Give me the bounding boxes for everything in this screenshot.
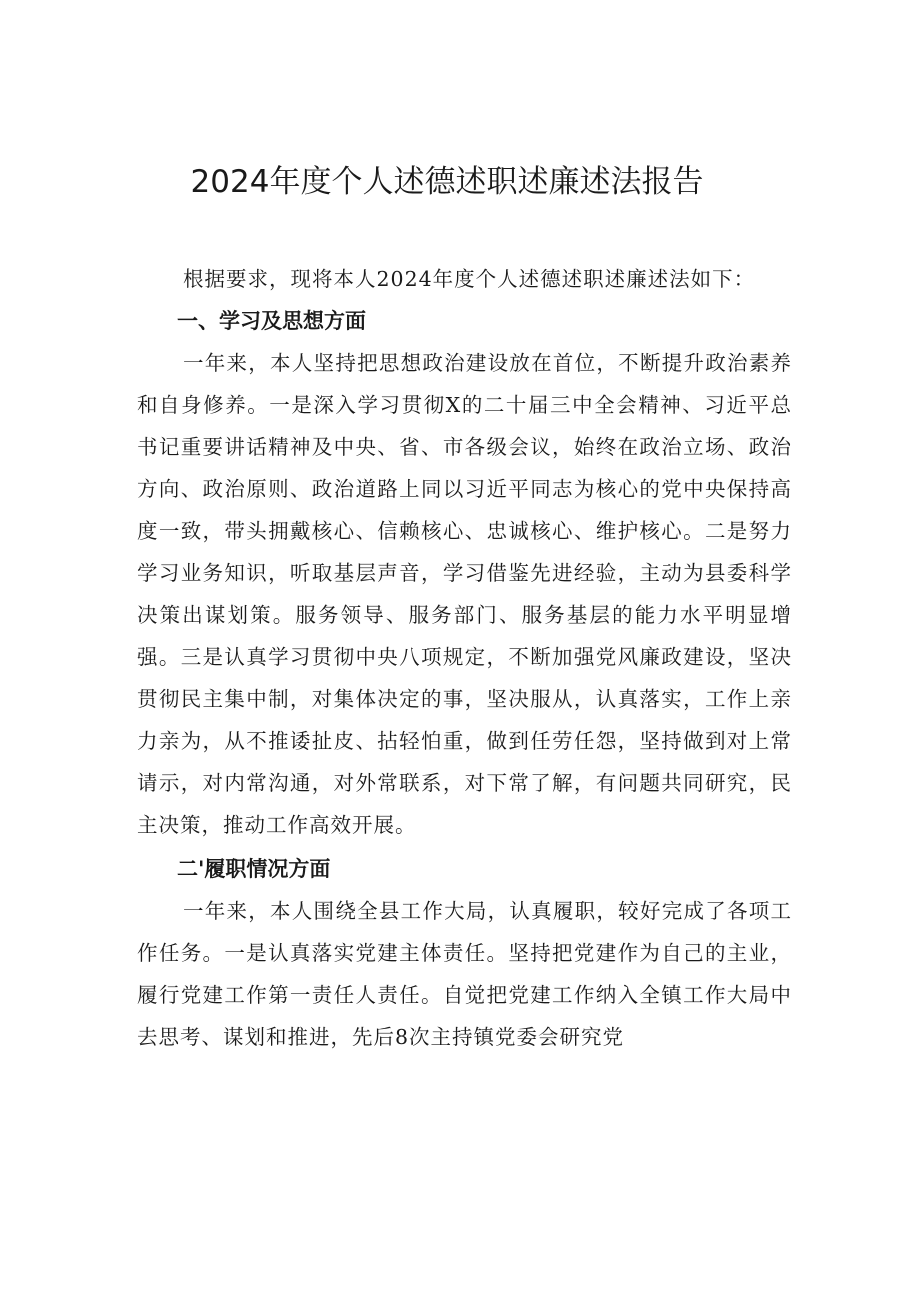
document-body bbox=[137, 258, 792, 1058]
section-paragraph-duties: 一年来，本人围绕全县工作大局，认真履职，较好完成了各项工作任务。一是认真落实党建主体责任。坚持把党建作为自己的主业，履行党建工作第一责任人责任。自觉把党建工作纳入全镇工作大局中去思考、谋划和推进，先后8次主持镇党委会研究党 bbox=[137, 899, 792, 1049]
section-paragraph-study: 一年来，本人坚持把思想政治建设放在首位，不断提升政治素养和自身修养。一是深入学习贯彻X的二十届三中全会精神、习近平总书记重要讲话精神及中央、省、市各级会议，始终在政治立场、政治方向、政治原则、政治道路上同以习近平同志为核心的党中央保持高度一致，带头拥戴核心、信赖核心、忠诚核心、维护核心。二是努力学习业务知识，听取基层声音，学习借鉴先进经验，主动为县委科学决策出谋划策。服务领导、服务部门、服务基层的能力水平明显增强。三是认真学习贯彻中央八项规定，不断加强党风廉政建设，坚决贯彻民主集中制，对集体决定的事，坚决服从，认真落实，工作上亲力亲为，从不推诿扯皮、拈轻怕重，做到任劳任怨，坚持做到对上常请示，对内常沟通，对外常联系，对下常了解，有问题共同研究，民主决策，推动工作高效开展。 bbox=[137, 351, 792, 837]
section-heading-duties: 二'履职情况方面 bbox=[177, 857, 331, 881]
document-title: 2024年度个人述德述职述廉述法报告 bbox=[190, 164, 704, 200]
section-heading-study: 一、学习及思想方面 bbox=[177, 309, 366, 333]
intro-paragraph: 根据要求，现将本人2024年度个人述德述职述廉述法如下： bbox=[183, 267, 756, 291]
